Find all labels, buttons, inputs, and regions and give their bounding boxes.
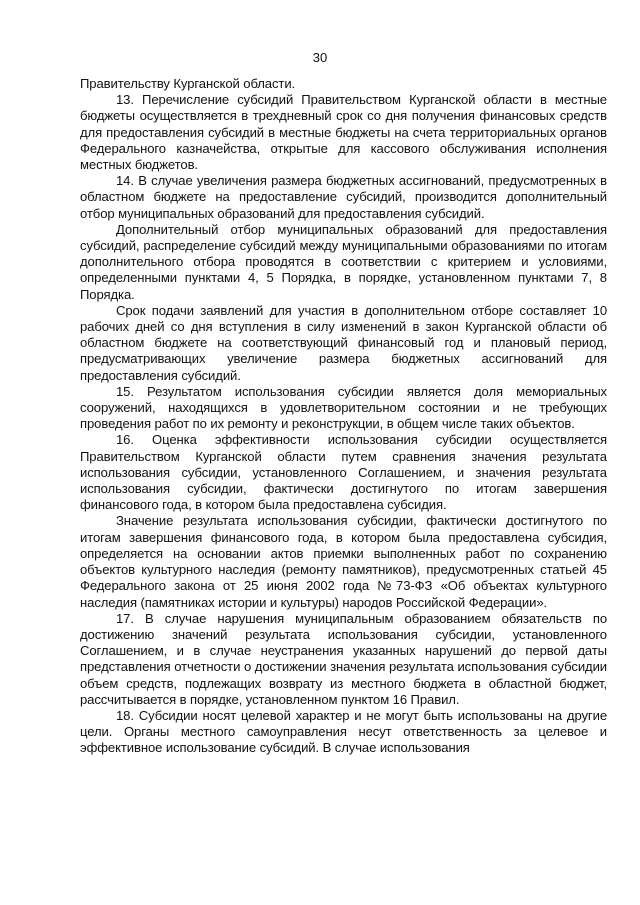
paragraph-item-16: 16. Оценка эффективности использования субсидии осуществляется Правительством Курганской области путем сравнения значения результата использования субсидии, установленного Соглашением, и значения результата использования субсидии, фактически достигнутого по итогам завершения финансового года, в котором была предоставлена субсидия. bbox=[80, 432, 607, 513]
document-body bbox=[80, 76, 607, 757]
paragraph-additional-selection: Дополнительный отбор муниципальных образований для предоставления субсидий, распределение субсидий между муниципальными образованиями по итогам дополнительного отбора проводятся в соответствии с критерием и условиями, определенными пунктами 4, 5 Порядка, в порядке, установленном пунктами 7, 8 Порядка. bbox=[80, 221, 607, 302]
paragraph-item-13: 13. Перечисление субсидий Правительством Курганской области в местные бюджеты осуществляется в трехдневный срок со дня получения финансовых средств для предоставления субсидий в местные бюджеты на счета территориальных органов Федерального казначейства, открытые для кассового обслуживания исполнения местных бюджетов. bbox=[80, 92, 607, 173]
paragraph-item-18: 18. Субсидии носят целевой характер и не могут быть использованы на другие цели. Органы местного самоуправления несут ответственность за целевое и эффективное использование субсидий. В случае использования bbox=[80, 707, 607, 756]
paragraph-item-15: 15. Результатом использования субсидии является доля мемориальных сооружений, находящихся в удовлетворительном состоянии и не требующих проведения работ по их ремонту и реконструкции, в общем числе таких объектов. bbox=[80, 383, 607, 432]
paragraph-result-value: Значение результата использования субсидии, фактически достигнутого по итогам завершения финансового года, в котором была предоставлена субсидия, определяется на основании актов приемки выполненных работ по сохранению объектов культурного наследия (ремонту памятников), предусмотренных статьей 45 Федерального закона от 25 июня 2002 года №73-ФЗ «Об объектах культурного наследия (памятниках истории и культуры) народов Российской Федерации». bbox=[80, 513, 607, 610]
paragraph-application-deadline: Срок подачи заявлений для участия в дополнительном отборе составляет 10 рабочих дней со дня вступления в силу изменений в закон Курганской области об областном бюджете на соответствующий финансовый год и плановый период, предусматривающих увеличение размера бюджетных ассигнований для предоставления субсидий. bbox=[80, 302, 607, 383]
paragraph-continuation: Правительству Курганской области. bbox=[80, 76, 296, 91]
paragraph-item-17: 17. В случае нарушения муниципальным образованием обязательств по достижению значений результата использования субсидии, установленного Соглашением, и в случае неустранения указанных нарушений до первой даты представления отчетности о достижении значения результата использования субсидии объем средств, подлежащих возврату из местного бюджета в областной бюджет, рассчитывается в порядке, установленном пунктом 16 Правил. bbox=[80, 610, 607, 707]
paragraph-item-14: 14. В случае увеличения размера бюджетных ассигнований, предусмотренных в областном бюджете на предоставление субсидий, производится дополнительный отбор муниципальных образований для предоставления субсидий. bbox=[80, 173, 607, 221]
page-number: 30 bbox=[312, 50, 328, 65]
